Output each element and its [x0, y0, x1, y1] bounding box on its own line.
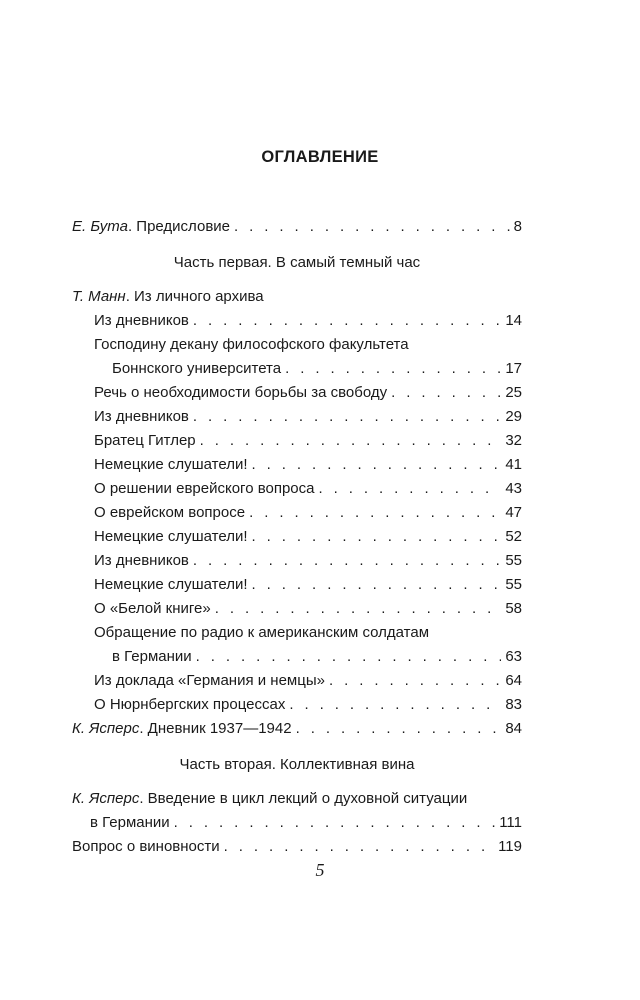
- toc-entry[interactable]: [72, 384, 522, 408]
- leader-dots: [174, 814, 496, 831]
- leader-dots: [215, 600, 502, 617]
- toc-entry[interactable]: [72, 480, 522, 504]
- toc-entry-title: Немецкие слушатели!: [94, 528, 248, 545]
- toc-author: Т. Манн: [72, 288, 126, 305]
- toc-page-number: 64: [505, 672, 522, 689]
- toc-page-number: 32: [505, 432, 522, 449]
- leader-dots: [193, 408, 501, 425]
- toc-entry[interactable]: [72, 528, 522, 552]
- toc-entry-preface[interactable]: [72, 218, 522, 242]
- toc-entry[interactable]: [72, 408, 522, 432]
- toc-entry-title: Из дневников: [94, 312, 189, 329]
- toc-entry-title: О «Белой книге»: [94, 600, 211, 617]
- toc-author: К. Ясперс: [72, 720, 140, 737]
- toc-section-title: . Из личного архива: [125, 288, 264, 305]
- page-number: 5: [315, 860, 325, 880]
- toc-entry[interactable]: [72, 552, 522, 576]
- toc-entry-title: О Нюрнбергских процессах: [94, 696, 286, 713]
- leader-dots: [193, 312, 501, 329]
- toc-entry[interactable]: [72, 504, 522, 528]
- toc-entry-title: . Предисловие: [127, 218, 231, 235]
- toc-entry[interactable]: [72, 360, 522, 384]
- toc-page-number: 29: [505, 408, 522, 425]
- toc-entry-title: Из доклада «Германия и немцы»: [94, 672, 325, 689]
- toc-entry-title: Вопрос о виновности: [72, 838, 220, 855]
- toc-entry[interactable]: [72, 312, 522, 336]
- toc-entry-title: Из дневников: [94, 552, 189, 569]
- toc-entry-line1[interactable]: [72, 336, 522, 360]
- toc-author: Е. Бута: [72, 218, 128, 235]
- toc-entry-title: Братец Гитлер: [94, 432, 196, 449]
- toc-page-number: 83: [505, 696, 522, 713]
- leader-dots: [249, 504, 501, 521]
- toc-section-heading: [72, 288, 522, 312]
- leader-dots: [391, 384, 501, 401]
- leader-dots: [193, 552, 501, 569]
- toc-page-number: 47: [505, 504, 522, 521]
- leader-dots: [319, 480, 502, 497]
- toc-entry-title: Из дневников: [94, 408, 189, 425]
- leader-dots: [234, 218, 510, 235]
- toc-entry-line1[interactable]: [72, 790, 522, 814]
- toc-author: К. Ясперс: [72, 790, 140, 807]
- toc-page-number: 111: [499, 814, 522, 831]
- toc-page-number: 43: [505, 480, 522, 497]
- toc-entry-title: . Введение в цикл лекций о духовной ситуации: [139, 790, 468, 807]
- toc-entry[interactable]: [72, 648, 522, 672]
- toc-entry[interactable]: [72, 838, 522, 862]
- toc-page-number: 8: [513, 218, 522, 235]
- toc-entry[interactable]: [72, 456, 522, 480]
- toc-page-number: 17: [505, 360, 522, 377]
- toc-page-number: 84: [505, 720, 522, 737]
- toc-page-number: 25: [505, 384, 522, 401]
- leader-dots: [329, 672, 501, 689]
- toc-entry-title: Боннского университета: [112, 360, 282, 377]
- toc-entry-title: Немецкие слушатели!: [94, 456, 248, 473]
- toc-entry-line1[interactable]: [72, 624, 522, 648]
- toc-entry-title: . Дневник 1937—1942: [139, 720, 292, 737]
- toc-entry[interactable]: [72, 600, 522, 624]
- toc-entry-title: Обращение по радио к американским солдатам: [94, 624, 430, 641]
- toc-page-number: 55: [505, 552, 522, 569]
- toc-entry[interactable]: [72, 576, 522, 600]
- toc-entry-title: Немецкие слушатели!: [94, 576, 248, 593]
- toc-entry[interactable]: [72, 432, 522, 456]
- page-title: ОГЛАВЛЕНИЕ: [261, 148, 379, 166]
- toc-entry-diary[interactable]: [72, 720, 522, 744]
- leader-dots: [252, 456, 502, 473]
- toc-entry-title: Господину декану философского факультета: [94, 336, 409, 353]
- toc-page-number: 63: [505, 648, 522, 665]
- leader-dots: [252, 576, 502, 593]
- toc-page-number: 14: [505, 312, 522, 329]
- leader-dots: [285, 360, 501, 377]
- toc-page-number: 52: [505, 528, 522, 545]
- table-of-contents: [72, 218, 522, 862]
- leader-dots: [252, 528, 502, 545]
- toc-page-number: 119: [498, 838, 522, 855]
- leader-dots: [196, 648, 502, 665]
- toc-entry[interactable]: [72, 672, 522, 696]
- leader-dots: [224, 838, 494, 855]
- leader-dots: [289, 696, 501, 713]
- part-heading-1: Часть первая. В самый темный час: [173, 254, 421, 271]
- toc-entry-title: О еврейском вопросе: [94, 504, 246, 521]
- part-heading-2: Часть вторая. Коллективная вина: [179, 756, 415, 773]
- toc-page-number: 58: [505, 600, 522, 617]
- toc-page-number: 55: [505, 576, 522, 593]
- toc-entry-title: Речь о необходимости борьбы за свободу: [94, 384, 388, 401]
- toc-entry-title: О решении еврейского вопроса: [94, 480, 315, 497]
- leader-dots: [296, 720, 502, 737]
- toc-entry-title: в Германии: [90, 814, 170, 831]
- leader-dots: [200, 432, 502, 449]
- toc-entry-title: в Германии: [112, 648, 192, 665]
- toc-entry[interactable]: [72, 696, 522, 720]
- toc-page-number: 41: [505, 456, 522, 473]
- toc-entry[interactable]: [72, 814, 522, 838]
